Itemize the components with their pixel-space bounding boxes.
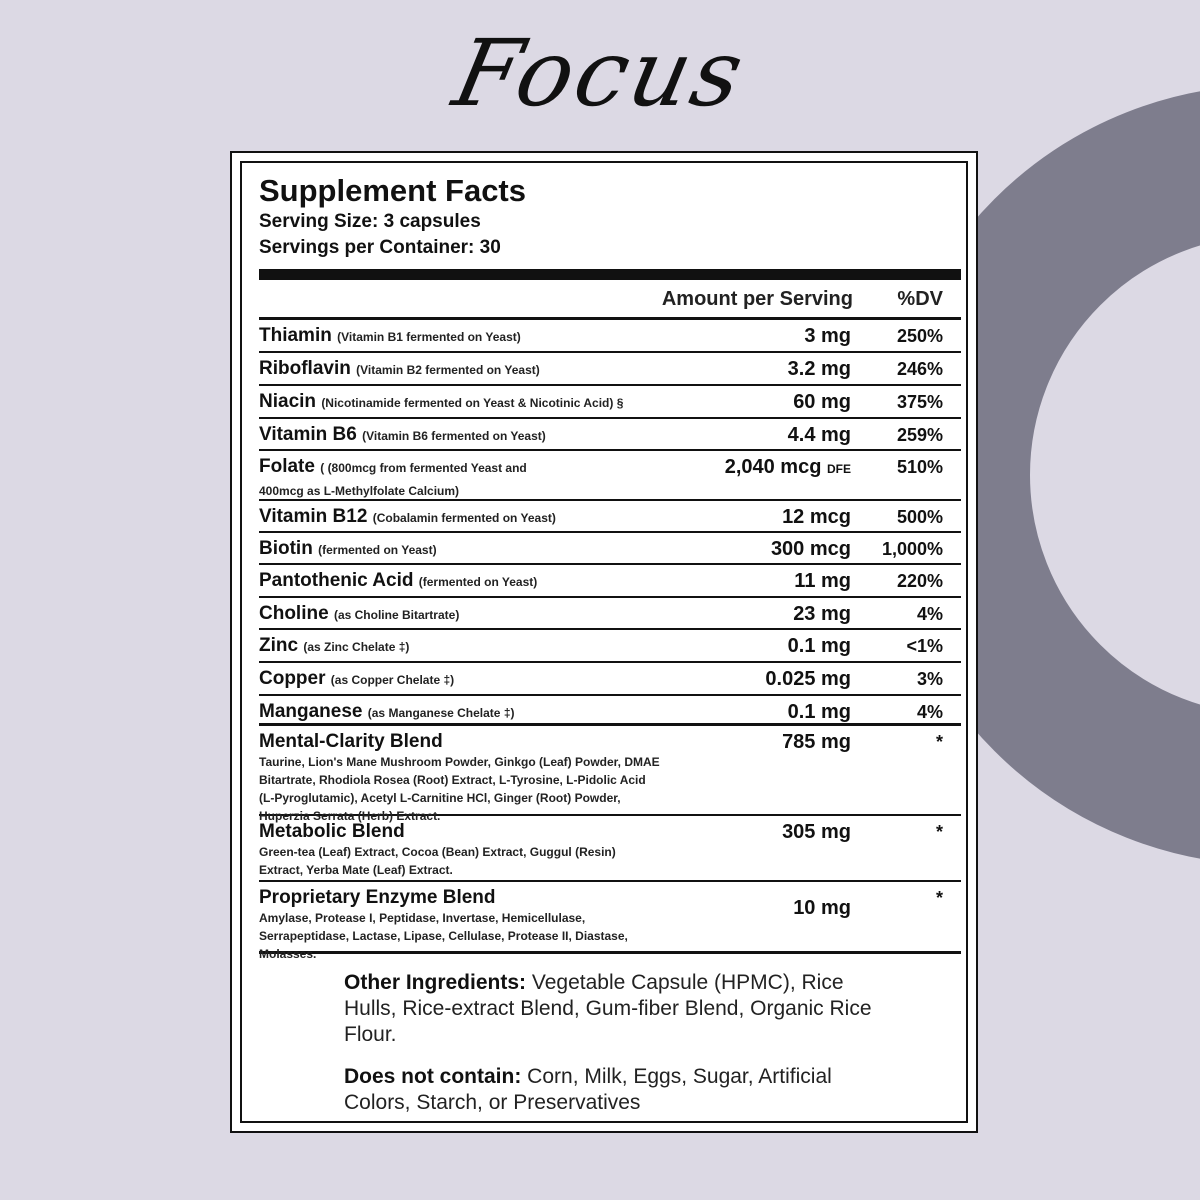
thick-divider (259, 269, 961, 280)
nutrient-name-cell (259, 570, 661, 593)
blend-name: Mental-Clarity Blend (259, 731, 443, 752)
nutrient-dv: 375% (896, 392, 943, 412)
nutrient-amount-cell (661, 456, 851, 480)
nutrient-amount: 2,040 mcg (724, 456, 822, 478)
nutrient-name-cell (259, 358, 661, 381)
nutrient-dv: 500% (896, 507, 943, 527)
nutrient-name-cell (259, 456, 661, 502)
nutrient-row (259, 419, 961, 451)
other-ingredients-text: Vegetable Capsule (HPMC), Rice Hulls, Rice-extract Blend, Gum-fiber Blend, Organic Rice Flour. (344, 971, 872, 1046)
nutrient-source: (Cobalamin fermented on Yeast) (372, 511, 556, 525)
blend-row (259, 726, 961, 823)
nutrient-name: Folate (259, 456, 315, 477)
nutrient-amount-cell (661, 358, 851, 380)
nutrient-source: (as Zinc Chelate ‡) (303, 640, 410, 654)
blend-ingredients: Green-tea (Leaf) Extract, Cocoa (Bean) Extract, Guggul (Resin) Extract, Yerba Mate (Leaf) Extract. (259, 845, 616, 877)
nutrient-amount: 3 mg (804, 325, 851, 347)
nutrient-row (259, 320, 961, 353)
nutrient-row (259, 598, 961, 630)
nutrient-source: (as Choline Bitartrate) (333, 608, 460, 622)
nutrient-name-cell (259, 701, 661, 724)
supplement-facts-label (230, 151, 978, 1133)
blend-amount: 305 mg (782, 821, 851, 843)
nutrient-dv: 220% (896, 571, 943, 591)
nutrient-name-cell (259, 424, 661, 447)
blend-dv: * (935, 732, 943, 752)
nutrient-amount-cell (661, 424, 851, 446)
blend-dv: * (935, 822, 943, 842)
blend-ingredients: Taurine, Lion's Mane Mushroom Powder, Ginkgo (Leaf) Powder, DMAE Bitartrate, Rhodiola Rosea (Root) Extract, L-Tyrosine, L-Pidolic Acid (L-Pyroglutamic), Acetyl L-Carnitine HCl, Ginger (Root) Powder, Huperzia Serrata (Herb) Extract. (259, 755, 660, 823)
nutrient-source: ( (800mcg from fermented Yeast and (320, 461, 527, 475)
blend-list (259, 726, 961, 961)
nutrient-name: Vitamin B12 (259, 506, 368, 527)
blend-name-cell (259, 821, 661, 879)
nutrient-row (259, 501, 961, 533)
blend-name-cell (259, 887, 661, 963)
blend-name: Metabolic Blend (259, 821, 405, 842)
nutrient-amount-cell (661, 570, 851, 592)
nutrient-amount: 0.025 mg (765, 668, 851, 690)
nutrient-dv: 4% (916, 702, 943, 722)
nutrient-amount-cell (661, 668, 851, 690)
nutrient-name: Choline (259, 603, 329, 624)
nutrient-dv: <1% (906, 636, 943, 656)
blend-amount: 10 mg (793, 897, 851, 919)
nutrient-amount: 0.1 mg (787, 635, 851, 657)
nutrient-row (259, 565, 961, 598)
other-info (344, 970, 884, 1116)
nutrient-amount: 300 mcg (770, 538, 851, 560)
nutrient-row (259, 451, 961, 501)
nutrient-amount: 12 mcg (782, 506, 851, 528)
nutrient-dv: 4% (916, 604, 943, 624)
nutrient-name: Niacin (259, 391, 317, 412)
nutrient-amount-cell (661, 603, 851, 625)
blend-amount: 785 mg (782, 731, 851, 753)
nutrient-name-cell (259, 325, 661, 348)
nutrient-source: (Vitamin B1 fermented on Yeast) (337, 330, 521, 344)
other-ingredients (344, 970, 884, 1048)
nutrient-amount-cell (661, 391, 851, 413)
nutrient-row (259, 663, 961, 696)
nutrient-row (259, 696, 961, 726)
product-title: Focus (445, 20, 755, 127)
nutrient-dv: 3% (916, 669, 943, 689)
nutrient-name: Manganese (259, 701, 363, 722)
other-ingredients-label: Other Ingredients: (344, 971, 527, 994)
nutrient-name: Thiamin (259, 325, 332, 346)
nutrient-row (259, 630, 961, 663)
nutrient-source: (fermented on Yeast) (318, 543, 437, 557)
nutrient-name: Copper (259, 668, 326, 689)
nutrient-amount: 60 mg (793, 391, 851, 413)
nutrient-name-cell (259, 635, 661, 658)
nutrient-name-cell (259, 506, 661, 529)
nutrient-amount: 4.4 mg (787, 424, 851, 446)
nutrient-source: (fermented on Yeast) (418, 575, 538, 589)
blend-name-cell (259, 731, 661, 825)
nutrient-source: (Nicotinamide fermented on Yeast & Nicotinic Acid) § (321, 396, 624, 410)
nutrient-dv: 259% (896, 425, 943, 445)
nutrient-amount-cell (661, 701, 851, 723)
nutrient-name-cell (259, 668, 661, 691)
does-not-contain-label: Does not contain: (344, 1065, 522, 1088)
serving-size: Serving Size: 3 capsules (259, 211, 481, 232)
nutrient-name: Zinc (259, 635, 299, 656)
facts-title: Supplement Facts (259, 173, 526, 208)
nutrient-dv: 510% (896, 457, 943, 477)
nutrient-amount: 23 mg (793, 603, 851, 625)
nutrient-amount-unit: DFE (827, 462, 851, 476)
does-not-contain-text: Corn, Milk, Eggs, Sugar, Artificial Colors, Starch, or Preservatives (344, 1065, 832, 1114)
blend-row (259, 816, 961, 882)
nutrient-dv: 1,000% (881, 539, 943, 559)
amount-header: Amount per Serving (661, 288, 853, 310)
nutrient-name-cell (259, 538, 661, 561)
nutrient-amount: 11 mg (794, 570, 851, 592)
nutrient-amount-cell (661, 506, 851, 528)
nutrient-amount: 0.1 mg (787, 701, 851, 723)
servings-per-container: Servings per Container: 30 (259, 237, 501, 258)
nutrient-name-cell (259, 603, 661, 626)
nutrient-row (259, 353, 961, 386)
does-not-contain (344, 1064, 884, 1116)
label-inner-border (240, 161, 968, 1123)
nutrient-source: (as Copper Chelate ‡) (330, 673, 455, 687)
nutrient-row (259, 386, 961, 419)
column-header (259, 280, 961, 320)
nutrient-source: (Vitamin B6 fermented on Yeast) (362, 429, 546, 443)
nutrient-dv: 246% (896, 359, 943, 379)
nutrient-amount-cell (661, 635, 851, 657)
nutrient-amount-cell (661, 538, 851, 560)
dv-header: %DV (897, 288, 943, 310)
nutrient-name: Pantothenic Acid (259, 570, 414, 591)
nutrient-dv: 250% (896, 326, 943, 346)
nutrient-name-cell (259, 391, 661, 414)
blend-ingredients: Amylase, Protease I, Peptidase, Invertase, Hemicellulase, Serrapeptidase, Lactase, Lipase, Cellulase, Protease II, Diastase, Molasses. (259, 911, 628, 961)
nutrient-amount-cell (661, 325, 851, 347)
nutrient-amount: 3.2 mg (787, 358, 851, 380)
nutrient-source: (as Manganese Chelate ‡) (367, 706, 515, 720)
nutrient-name: Biotin (259, 538, 313, 559)
blend-row (259, 882, 961, 961)
nutrient-source-line2: 400mcg as L-Methylfolate Calcium) (259, 484, 460, 498)
nutrient-name: Vitamin B6 (259, 424, 357, 445)
nutrient-source: (Vitamin B2 fermented on Yeast) (356, 363, 540, 377)
blend-name: Proprietary Enzyme Blend (259, 887, 496, 908)
blend-dv: * (935, 888, 943, 908)
nutrient-name: Riboflavin (259, 358, 351, 379)
nutrient-list (259, 320, 961, 726)
nutrient-row (259, 533, 961, 565)
